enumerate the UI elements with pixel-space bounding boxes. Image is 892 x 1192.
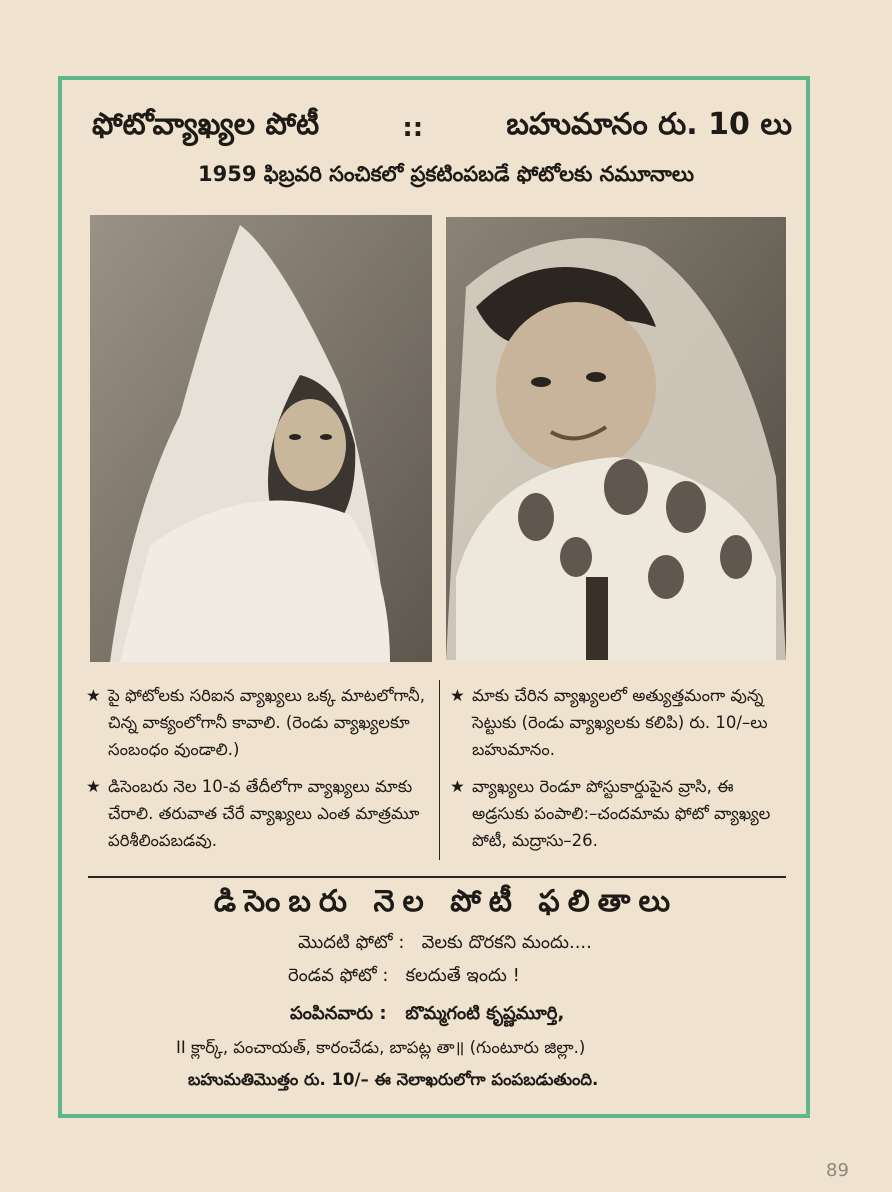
star-icon: ★ [86, 777, 101, 796]
second-photo-label: రెండవ ఫోటో : [288, 965, 389, 986]
winner-address: II క్లార్క్, పంచాయత్, కారంచేడు, బాపట్ల తా॥ (గుంటూరు జిల్లా.) [176, 1038, 586, 1057]
rule-item: ★ మాకు చేరిన వ్యాఖ్యలలో అత్యుత్తమంగా వున్న సెట్టుకు (రెండు వ్యాఖ్యలకు కలిపి) రు. 10/–లు బహుమానం. [450, 682, 790, 763]
second-photo-caption: కలదుతే ఇందు ! [405, 965, 520, 986]
contest-header [92, 104, 792, 152]
contest-subtitle: 1959 ఫిబ్రవరి సంచికలో ప్రకటింపబడే ఫోటోలకు నమూనాలు [198, 162, 694, 186]
prize-note: బహుమతిమొత్తం రు. 10/– ఈ నెలాఖరులోగా పంపబడుతుంది. [188, 1070, 599, 1089]
first-photo-caption: వెలకు దొరకని మందు.... [421, 932, 592, 953]
contest-title: ఫోటోవ్యాఖ్యల పోటీ [92, 107, 320, 142]
prize-amount: బహుమానం రు. 10 లు [506, 107, 792, 142]
first-photo-result [298, 932, 592, 957]
rule-item: ★ డిసెంబరు నెల 10-వ తేదీలోగా వ్యాఖ్యలు మాకు చేరాలి. తరువాత చేరే వ్యాఖ్యలు ఎంత మాత్రమూ పరిశీలింపబడవు. [86, 773, 431, 854]
star-icon: ★ [450, 777, 465, 796]
sample-photo-2 [446, 217, 786, 660]
rule-item: ★ పై ఫోటోలకు సరిఐన వ్యాఖ్యలు ఒక్క మాటలోగానీ, చిన్న వాక్యంలోగానీ కావాలి. (రెండు వ్యాఖ్యలకూ సంబంధం వుండాలి.) [86, 682, 431, 763]
star-icon: ★ [86, 686, 101, 705]
rule-item: ★ వ్యాఖ్యలు రెండూ పోస్టుకార్డుపైన వ్రాసి, ఈ అడ్రసుకు పంపాలి:–చందమామ ఫోటో వ్యాఖ్యల పోటీ, మద్రాసు–26. [450, 773, 790, 854]
first-photo-label: మొదటి ఫోటో : [298, 932, 405, 953]
column-divider [439, 680, 440, 860]
rules-left [86, 682, 431, 864]
sender-name: బొమ్మగంటి కృష్ణమూర్తి, [405, 1003, 565, 1024]
star-icon: ★ [450, 686, 465, 705]
sample-photo-1 [90, 215, 432, 662]
sender-label: పంపినవారు : [290, 1003, 387, 1024]
rules-right [450, 682, 790, 864]
section-divider [88, 876, 786, 878]
second-photo-result [288, 965, 520, 990]
winner-line [290, 1003, 564, 1028]
results-title: డిసెంబరు నెల పోటీ ఫలితాలు [213, 884, 679, 919]
header-separator: :: [402, 113, 424, 143]
page-number: 89 [826, 1160, 849, 1181]
